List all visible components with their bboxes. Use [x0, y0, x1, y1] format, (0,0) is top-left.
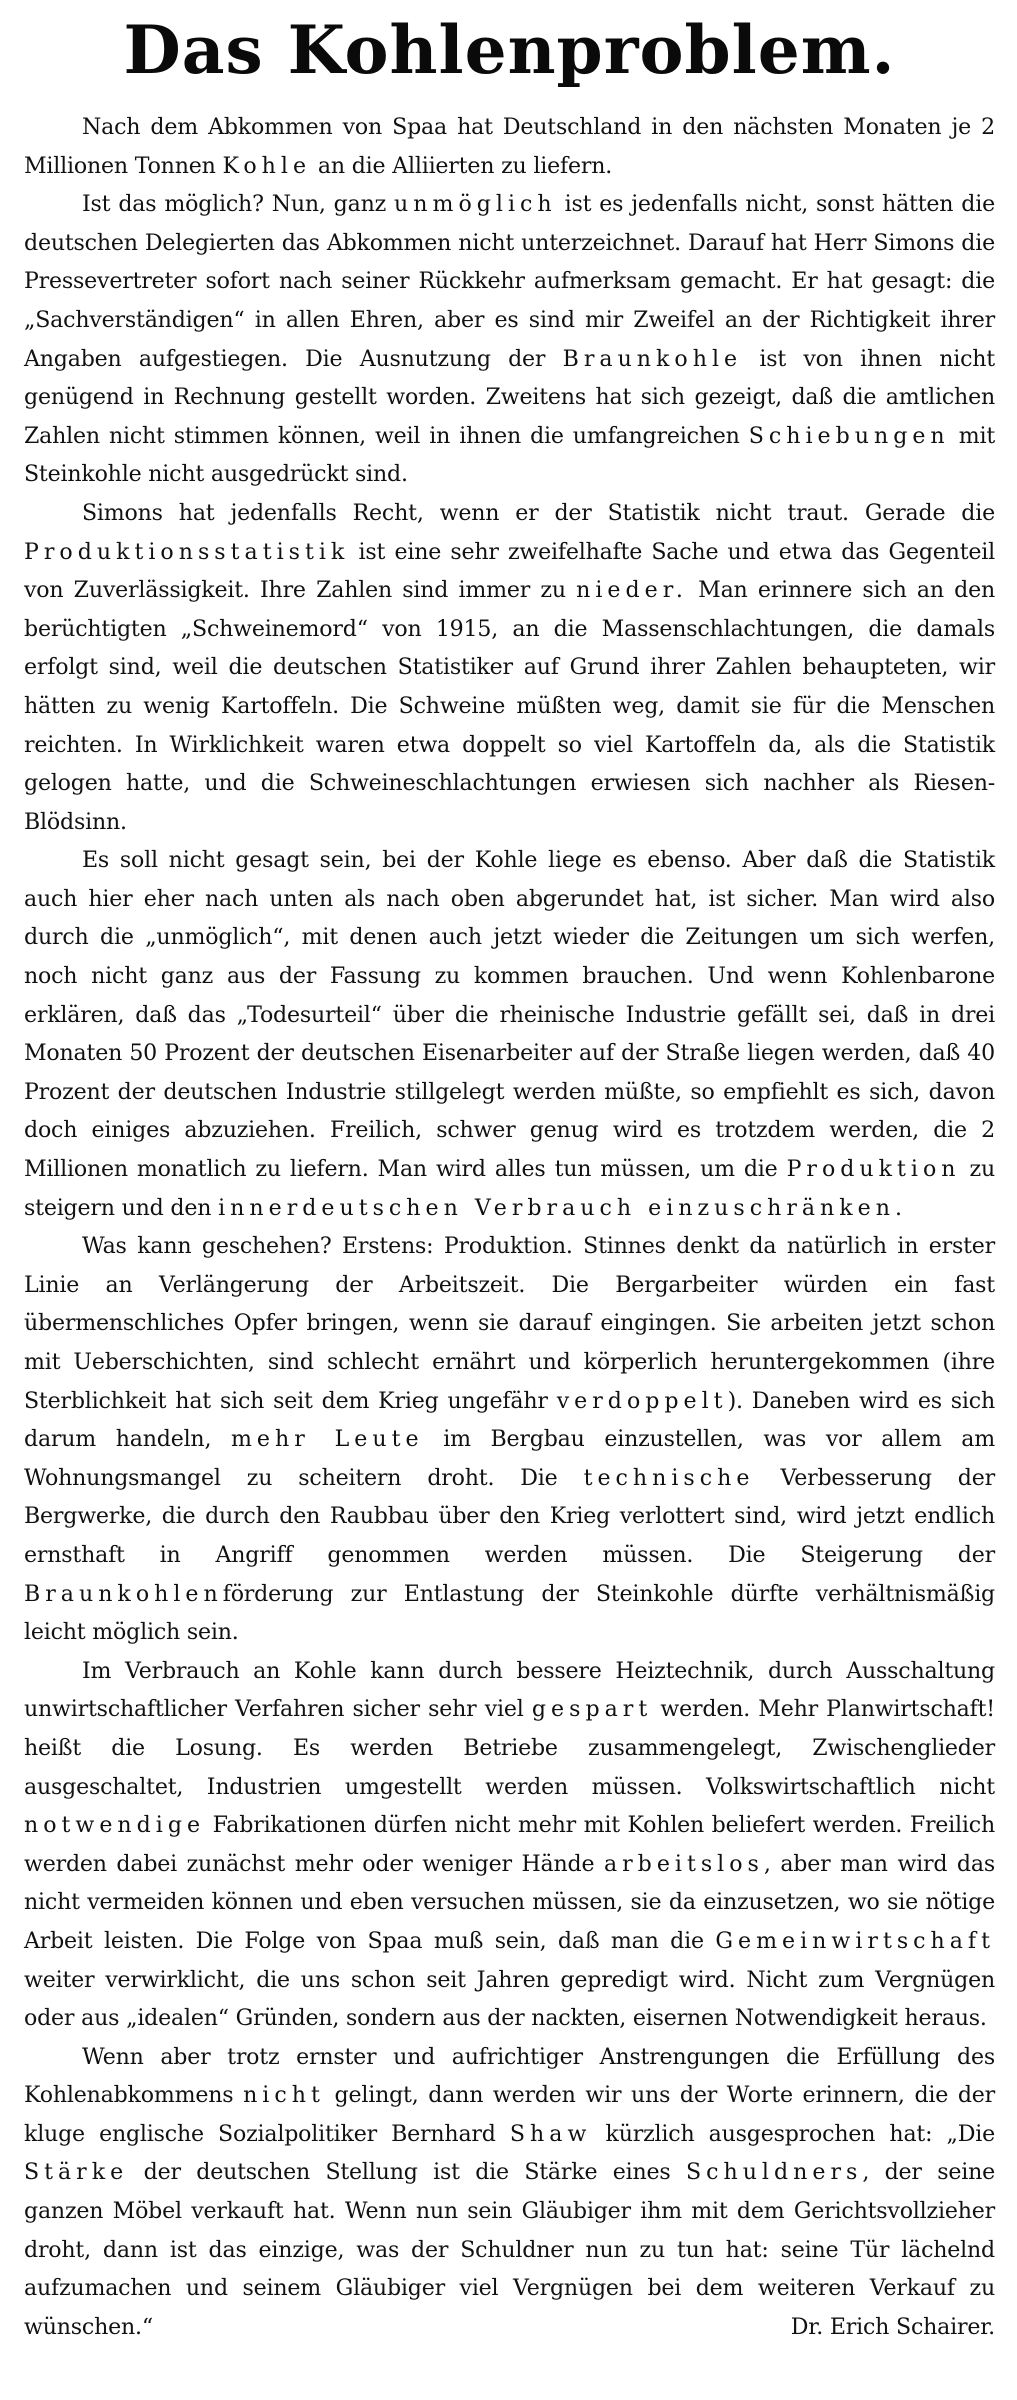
- emphasized-text: technische: [583, 1464, 755, 1491]
- article-paragraph: [24, 841, 995, 1227]
- paragraph-text: ist von ihnen nicht genügend in Rechnung gestellt worden. Zweitens hat sich gezeigt, daß die amtlichen Zahlen nicht stimmen können, weil in ihnen die umfangreichen: [24, 345, 995, 449]
- paragraph-text: Fabrikationen dürfen nicht mehr mit Kohlen beliefert werden. Freilich werden dabei zunächst mehr oder weniger Hände: [24, 1812, 995, 1877]
- paragraph-text: werden. Mehr Planwirtschaft! heißt die Losung. Es werden Betriebe zusammengelegt, Zwischenglieder ausgeschaltet, Industrien umgestellt werden müssen. Volkswirtschaftlich nicht: [24, 1696, 995, 1800]
- emphasized-text: unmöglich: [394, 191, 557, 218]
- paragraph-text: , der seine ganzen Möbel verkauft hat. Wenn nun sein Gläubiger ihm mit dem Gerichtsvollzieher droht, dann ist das einzige, was der Schuldner nun zu tun hat: seine Tür lächelnd aufzumachen und seinem Gläubiger viel Vergnügen bei dem weiteren Verkauf zu wünschen.“: [24, 2159, 995, 2340]
- paragraph-text: gelingt, dann werden wir uns der Worte erinnern, die der kluge englische Sozialpolitiker Bernhard: [24, 2082, 995, 2147]
- emphasized-text: Produktionsstatistik: [24, 538, 350, 565]
- paragraph-text: der deutschen Stellung ist die Stärke eines: [128, 2159, 686, 2186]
- emphasized-text: notwendige: [24, 1812, 206, 1839]
- emphasized-text: Kohle: [222, 152, 312, 179]
- paragraph-text: ist eine sehr zweifelhafte Sache und etwa das Gegenteil von Zuverlässigkeit. Ihre Zahlen sind immer zu: [24, 538, 995, 604]
- paragraph-text: weiter verwirklicht, die uns schon seit Jahren gepredigt wird. Nicht zum Vergnügen oder aus „idealen“ Gründen, sondern aus der nackten, eisernen Notwendigkeit heraus.: [24, 1966, 995, 2032]
- article-paragraph: [24, 185, 995, 494]
- emphasized-text: Shaw: [509, 2120, 592, 2147]
- emphasized-text: Gemeinwirtschaft: [715, 1927, 995, 1954]
- paragraph-text: Man erinnere sich an den berüchtigten „Schweinemord“ von 1915, an die Massenschlachtungen, die damals erfolgt sind, weil die deutschen Statistiker auf Grund ihrer Zahlen behaupteten, wir hätten zu wenig Kartoffeln. Die Schweine müßten weg, damit sie für die Menschen reichten. In Wirklichkeit waren etwa doppelt so viel Kartoffeln da, als die Statistik gelogen hatte, und die Schweineschlachtungen erwiesen sich nachher als Riesen-Blödsinn.: [24, 577, 995, 835]
- paragraph-text: Im Verbrauch an Kohle kann durch bessere Heiztechnik, durch Ausschaltung unwirtschaftlicher Verfahren sicher sehr viel: [24, 1657, 995, 1723]
- emphasized-text: nieder.: [576, 577, 688, 604]
- paragraph-text: Nach dem Abkommen von Spaa hat Deutschland in den nächsten Monaten je 2 Millionen Tonnen: [24, 114, 995, 179]
- paragraph-text: Es soll nicht gesagt sein, bei der Kohle liege es ebenso. Aber daß die Statistik auch hier eher nach unten als nach oben abgerundet hat, ist sicher. Man wird also durch die „unmöglich“, mit denen auch jetzt wieder die Zeitungen um sich werfen, noch nicht ganz aus der Fassung zu kommen brauchen. Und wenn Kohlenbarone erklären, daß das „Todesurteil“ über die rheinische Industrie gefällt sei, daß in drei Monaten 50 Prozent der deutschen Eisenarbeiter auf der Straße liegen werden, daß 40 Prozent der deutschen Industrie stillgelegt werden müßte, so empfiehlt es sich, davon doch einiges abzuziehen. Freilich, schwer genug wird es trotzdem werden, die 2 Millionen monatlich zu liefern. Man wird alles tun müssen, um die: [24, 847, 995, 1183]
- emphasized-text: nicht: [243, 2082, 325, 2109]
- article-paragraph: [24, 1227, 995, 1652]
- emphasized-text: Schiebungen: [748, 422, 950, 449]
- paragraph-text: , aber man wird das nicht vermeiden können und eben versuchen müssen, sie da einzusetzen, wo sie nötige Arbeit leisten. Die Folge von Spaa muß sein, daß man die: [24, 1850, 995, 1954]
- paragraph-text: ist es jedenfalls nicht, sonst hätten die deutschen Delegierten das Abkommen nicht unterzeichnet. Darauf hat Herr Simons die Pressevertreter sofort nach seiner Rückkehr aufmerksam gemacht. Er hat gesagt: die „Sachverständigen“ in allen Ehren, aber es sind mir Zweifel an der Richtigkeit ihrer Angaben aufgestiegen. Die Ausnutzung der: [24, 191, 995, 372]
- paragraph-text: Wenn aber trotz ernster und aufrichtiger Anstrengungen die Erfüllung des Kohlenabkommens: [24, 2043, 995, 2109]
- article-paragraph: [24, 1652, 995, 2038]
- emphasized-text: mehr Leute: [230, 1426, 424, 1453]
- author-signature: Dr. Erich Schairer.: [790, 2313, 995, 2340]
- article-paragraph: [24, 2038, 995, 2347]
- paragraph-text: zu steigern und den: [24, 1156, 996, 1221]
- article-title: Das Kohlenproblem.: [123, 11, 896, 89]
- article-body: [24, 108, 995, 2346]
- paragraph-text: im Bergbau einzustellen, was vor allem am Wohnungsmangel zu scheitern droht. Die: [24, 1426, 995, 1491]
- paragraph-text: Was kann geschehen? Erstens: Produktion. Stinnes denkt da natürlich in erster Linie an Verlängerung der Arbeitszeit. Die Bergarbeiter würden ein fast übermenschliches Opfer bringen, wenn sie darauf eingingen. Sie arbeiten jetzt schon mit Ueberschichten, sind schlecht ernährt und körperlich heruntergekommen (ihre Sterblichkeit hat sich seit dem Krieg ungefähr: [24, 1233, 995, 1414]
- article-paragraph: [24, 494, 995, 841]
- emphasized-text: verdoppelt: [556, 1387, 728, 1414]
- paragraph-text: ). Daneben wird es sich darum handeln,: [24, 1387, 996, 1453]
- article-paragraph: [24, 108, 995, 185]
- paragraph-text: Simons hat jedenfalls Recht, wenn er der Statistik nicht traut. Gerade die: [82, 499, 995, 526]
- paragraph-text: Verbesserung der Bergwerke, die durch den Raubbau über den Krieg verlottert sind, wird jetzt endlich ernsthaft in Angriff genommen werden müssen. Die Steigerung der: [24, 1464, 995, 1568]
- emphasized-text: Braunkohlen: [24, 1580, 223, 1607]
- emphasized-text: Produktion: [786, 1156, 961, 1183]
- emphasized-text: Stärke: [24, 2159, 129, 2186]
- emphasized-text: gespart: [531, 1696, 653, 1723]
- paragraph-text: Ist das möglich? Nun, ganz: [82, 191, 395, 218]
- emphasized-text: arbeitslos: [603, 1850, 764, 1877]
- emphasized-text: innerdeutschen Verbrauch einzuschränken.: [218, 1194, 908, 1221]
- paragraph-text: mit Steinkohle nicht ausgedrückt sind.: [24, 422, 995, 488]
- emphasized-text: Braunkohle: [562, 345, 743, 372]
- emphasized-text: Schuldners: [685, 2159, 863, 2186]
- paragraph-text: kürzlich ausgesprochen hat: „Die: [591, 2120, 996, 2147]
- paragraph-text: förderung zur Entlastung der Steinkohle dürfte verhältnismäßig leicht möglich sein.: [24, 1580, 995, 1646]
- paragraph-text: an die Alliierten zu liefern.: [311, 152, 613, 179]
